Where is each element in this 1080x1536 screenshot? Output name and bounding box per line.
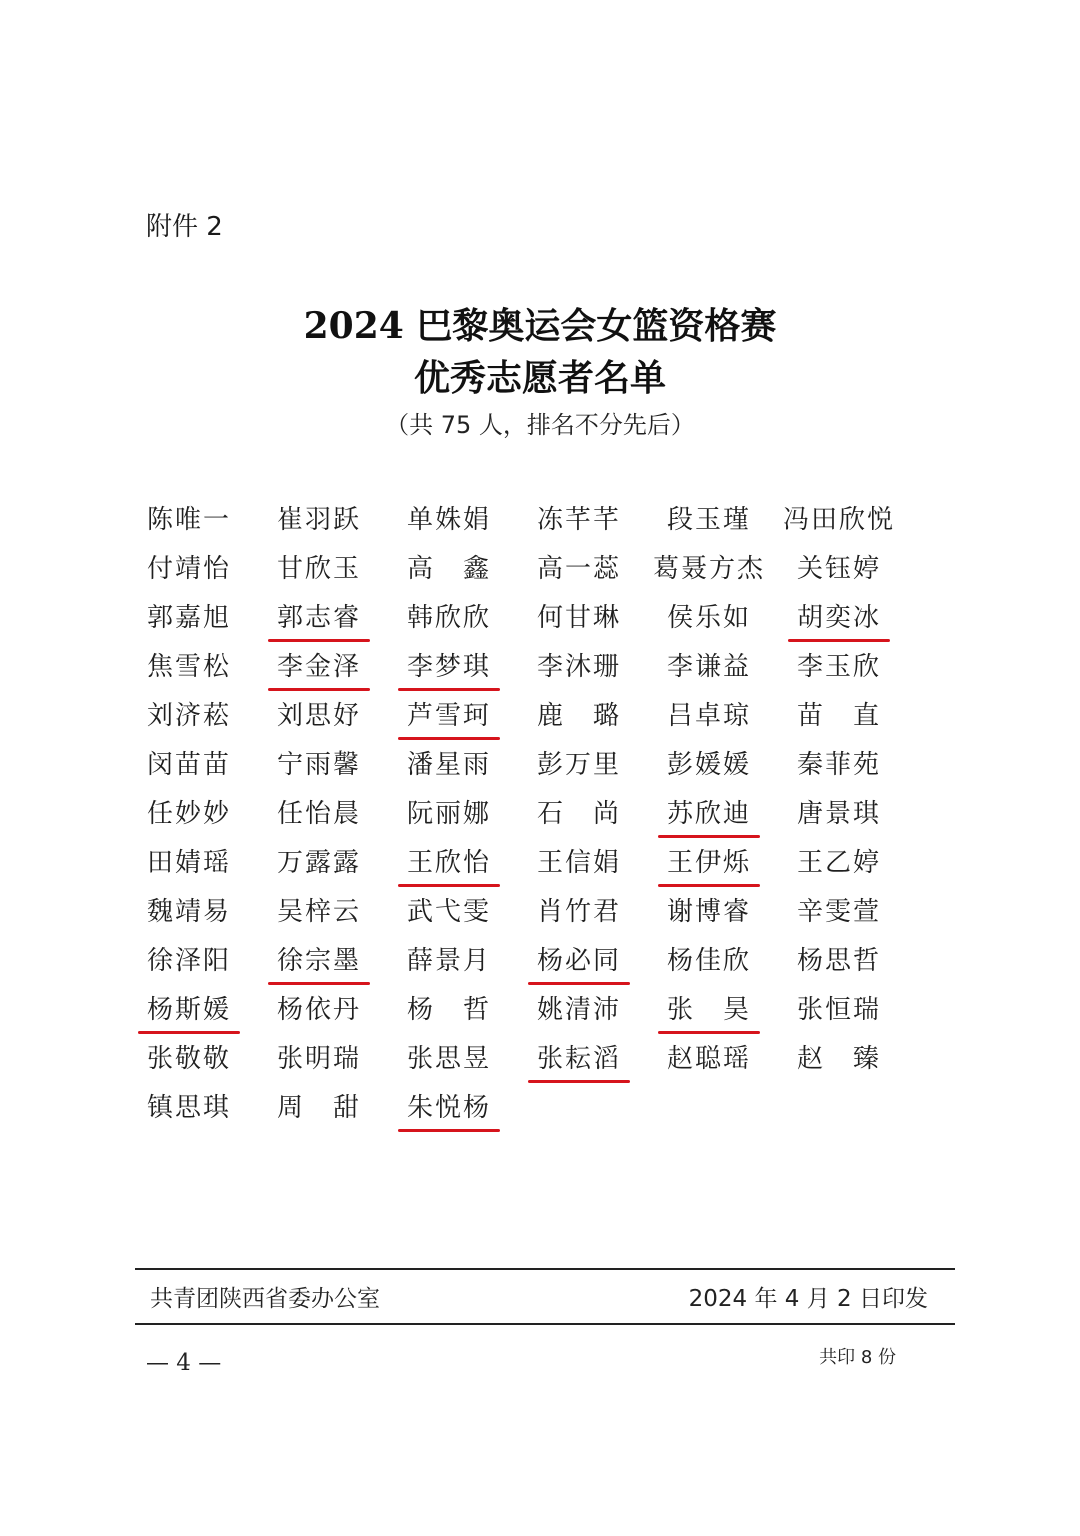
volunteer-name: 段玉瑾 [666, 505, 751, 535]
volunteer-name: 徐泽阳 [146, 946, 231, 976]
volunteer-name: 韩欣欣 [406, 603, 491, 633]
name-row [124, 1035, 924, 1084]
volunteer-name: 姚清沛 [536, 995, 621, 1025]
volunteer-name: 鹿 璐 [536, 701, 621, 731]
name-row [124, 496, 924, 545]
volunteer-name: 杨思哲 [796, 946, 881, 976]
volunteer-name: 崔羽跃 [276, 505, 361, 535]
volunteer-name: 冻芊芊 [536, 505, 621, 535]
name-row [124, 741, 924, 790]
volunteer-name: 赵聪瑶 [666, 1044, 751, 1074]
volunteer-name: 张思昱 [406, 1044, 491, 1074]
volunteer-name: 赵 臻 [796, 1044, 881, 1074]
volunteer-name: 任妙妙 [146, 799, 231, 829]
volunteer-name: 王信娟 [536, 848, 621, 878]
volunteer-name: 刘思妤 [276, 701, 361, 731]
volunteer-name: 李玉欣 [796, 652, 881, 682]
footer-bottom-rule [135, 1323, 955, 1325]
volunteer-name: 杨 哲 [406, 995, 491, 1025]
volunteer-name: 彭媛媛 [666, 750, 751, 780]
issue-date: 2024 年 4 月 2 日印发 [688, 1286, 928, 1312]
name-row [124, 888, 924, 937]
volunteer-name: 付靖怡 [146, 554, 231, 584]
volunteer-name-underlined: 张耘滔 [514, 1035, 644, 1084]
volunteer-name: 王乙婷 [796, 848, 881, 878]
volunteer-name-underlined: 王伊烁 [644, 839, 774, 888]
volunteer-name: 万露露 [276, 848, 361, 878]
volunteer-name: 苗 直 [796, 701, 881, 731]
volunteer-name: 杨佳欣 [666, 946, 751, 976]
footer-top-rule [135, 1268, 955, 1270]
name-row [124, 594, 924, 643]
attachment-label: 附件 2 [146, 212, 223, 242]
volunteer-name-underlined: 张 昊 [644, 986, 774, 1035]
volunteer-name-underlined: 王欣怡 [384, 839, 514, 888]
volunteer-name: 阮丽娜 [406, 799, 491, 829]
volunteer-name: 肖竹君 [536, 897, 621, 927]
volunteer-name: 李谦益 [666, 652, 751, 682]
volunteer-name: 吕卓琼 [666, 701, 751, 731]
volunteer-name: 魏靖易 [146, 897, 231, 927]
volunteer-name: 周 甜 [276, 1093, 361, 1123]
volunteer-name: 郭嘉旭 [146, 603, 231, 633]
volunteer-name: 冯田欣悦 [782, 505, 895, 535]
volunteer-name: 潘星雨 [406, 750, 491, 780]
name-row [124, 1084, 924, 1133]
document-subtitle: （共 75 人，排名不分先后） [385, 411, 695, 439]
volunteer-name: 张敬敬 [146, 1044, 231, 1074]
volunteer-name: 张明瑞 [276, 1044, 361, 1074]
volunteer-name: 闵苗苗 [146, 750, 231, 780]
volunteer-name-underlined: 胡奕冰 [774, 594, 904, 643]
volunteer-name: 杨依丹 [276, 995, 361, 1025]
volunteer-name-underlined: 郭志睿 [254, 594, 384, 643]
volunteer-name-underlined: 杨斯媛 [124, 986, 254, 1035]
volunteer-name: 镇思琪 [146, 1093, 231, 1123]
name-row [124, 545, 924, 594]
volunteer-name: 张恒瑞 [796, 995, 881, 1025]
volunteer-name: 秦菲苑 [796, 750, 881, 780]
volunteer-name: 葛聂方杰 [652, 554, 765, 584]
volunteer-name: 吴梓云 [276, 897, 361, 927]
volunteer-name: 关钰婷 [796, 554, 881, 584]
volunteer-name: 任怡晨 [276, 799, 361, 829]
volunteer-name-underlined: 杨必同 [514, 937, 644, 986]
volunteer-name: 高 鑫 [406, 554, 491, 584]
name-row [124, 986, 924, 1035]
page-number: — 4 — [146, 1350, 222, 1376]
name-row [124, 643, 924, 692]
volunteer-name-underlined: 李金泽 [254, 643, 384, 692]
name-row [124, 692, 924, 741]
issuer-name: 共青团陕西省委办公室 [150, 1286, 380, 1312]
document-title-line2: 优秀志愿者名单 [413, 357, 666, 399]
name-row [124, 790, 924, 839]
volunteer-name-underlined: 朱悦杨 [384, 1084, 514, 1133]
volunteer-name: 石 尚 [536, 799, 621, 829]
volunteer-name: 宁雨馨 [276, 750, 361, 780]
volunteer-name-grid [124, 496, 924, 1133]
name-row [124, 937, 924, 986]
volunteer-name: 唐景琪 [796, 799, 881, 829]
volunteer-name: 薛景月 [406, 946, 491, 976]
volunteer-name: 谢博睿 [666, 897, 751, 927]
volunteer-name: 辛雯萱 [796, 897, 881, 927]
volunteer-name: 高一蕊 [536, 554, 621, 584]
volunteer-name: 武弋雯 [406, 897, 491, 927]
copies-count: 共印 8 份 [819, 1347, 896, 1368]
name-row [124, 839, 924, 888]
volunteer-name: 何甘琳 [536, 603, 621, 633]
volunteer-name: 单姝娟 [406, 505, 491, 535]
volunteer-name: 甘欣玉 [276, 554, 361, 584]
volunteer-name: 田婧瑶 [146, 848, 231, 878]
volunteer-name: 侯乐如 [666, 603, 751, 633]
volunteer-name-underlined: 芦雪珂 [384, 692, 514, 741]
document-title-line1: 2024 巴黎奥运会女篮资格赛 [303, 305, 777, 347]
volunteer-name-underlined: 李梦琪 [384, 643, 514, 692]
volunteer-name: 刘济菘 [146, 701, 231, 731]
volunteer-name: 彭万里 [536, 750, 621, 780]
volunteer-name-underlined: 苏欣迪 [644, 790, 774, 839]
volunteer-name: 李沐珊 [536, 652, 621, 682]
volunteer-name: 陈唯一 [146, 505, 231, 535]
volunteer-name-underlined: 徐宗墨 [254, 937, 384, 986]
volunteer-name: 焦雪松 [146, 652, 231, 682]
